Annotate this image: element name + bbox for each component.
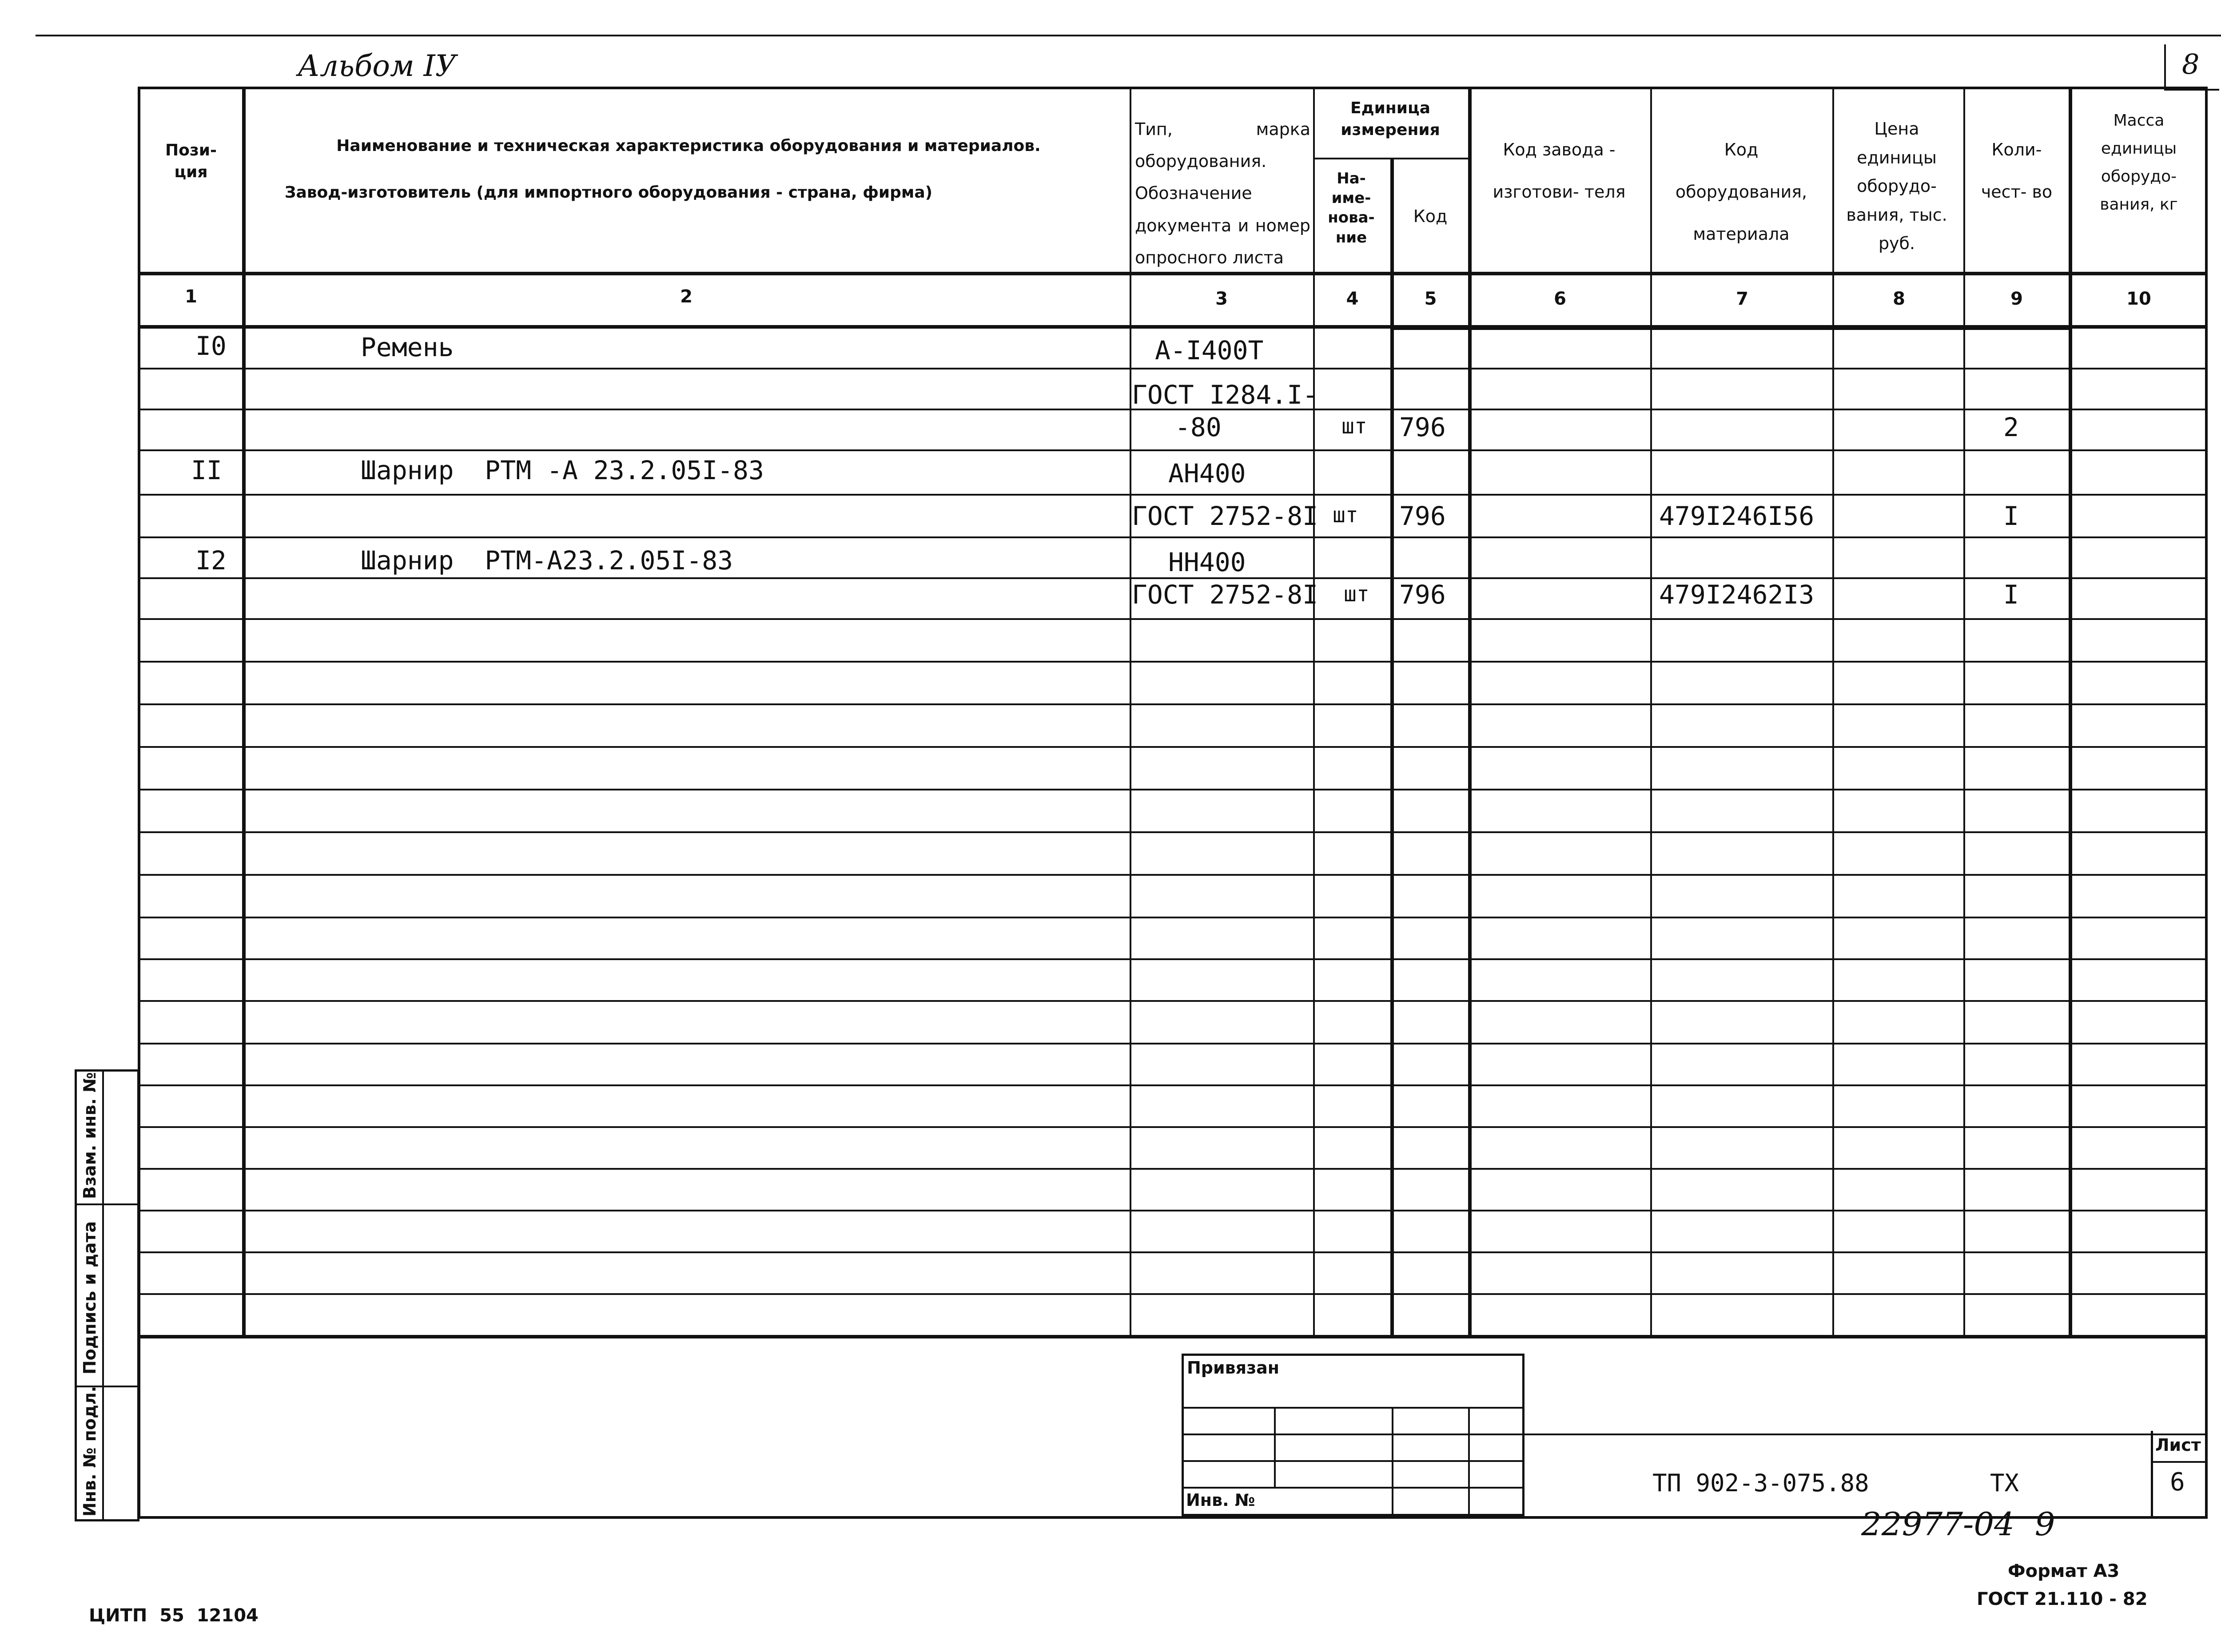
table-row-line xyxy=(138,1084,2208,1086)
side-stamp-divider xyxy=(102,1069,104,1521)
body-box-top xyxy=(1390,326,2072,330)
privyazan-label: Привязан xyxy=(1187,1358,1280,1378)
row5-code: 796 xyxy=(1399,501,1446,531)
row1-pos: I0 xyxy=(195,331,227,361)
privyazan-line-3 xyxy=(1182,1460,1524,1462)
row1-type: А-I400Т xyxy=(1155,335,1264,365)
colnum-6: 6 xyxy=(1554,289,1566,309)
header-col2-line1: Наименование и техническая характеристика оборудования и материалов. xyxy=(336,137,1041,155)
row5-type: ГОСТ 2752-8I xyxy=(1132,501,1318,531)
unit-group-line xyxy=(1313,158,1468,159)
privyazan-line-1 xyxy=(1182,1407,1524,1409)
col-line-9 xyxy=(2069,87,2072,1337)
side-stamp-inv: Инв. № подл. xyxy=(80,1386,100,1517)
table-row-line xyxy=(138,1126,2208,1128)
header-col10: Масса единицы оборудо- вания, кг xyxy=(2100,111,2178,214)
header-col7: Код оборудования, материала xyxy=(1675,140,1807,244)
col-line-2 xyxy=(1130,87,1131,1337)
format-label: Формат А3 xyxy=(2008,1561,2120,1581)
header-col8: Цена единицы оборудо- вания, тыс. руб. xyxy=(1846,119,1947,254)
header-col6: Код завода - изготови- теля xyxy=(1493,140,1626,202)
row3-code: 796 xyxy=(1399,412,1446,442)
colnum-4: 4 xyxy=(1346,289,1359,309)
row2-type: ГОСТ I284.I- xyxy=(1132,380,1318,410)
colnum-5: 5 xyxy=(1424,289,1437,309)
side-stamp-podpis: Подпись и дата xyxy=(80,1221,100,1374)
col-line-8 xyxy=(1963,87,1965,1337)
colnum-1: 1 xyxy=(185,286,197,307)
table-row-line xyxy=(138,1251,2208,1253)
table-row-line xyxy=(138,917,2208,918)
table-row-line xyxy=(138,536,2208,538)
album-label: Альбом IУ xyxy=(298,49,457,83)
table-row-line xyxy=(138,1168,2208,1170)
printer-label: ЦИТП 55 12104 xyxy=(89,1605,259,1626)
header-col45-group: Единица измерения xyxy=(1341,99,1440,139)
doc-code: ТП 902-3-075.88 xyxy=(1652,1469,1869,1497)
table-row-line xyxy=(138,703,2208,705)
table-row-line xyxy=(138,661,2208,663)
table-body-bottom xyxy=(138,1335,2208,1338)
table-row-line xyxy=(138,1000,2208,1002)
col-line-5 xyxy=(1468,87,1472,1337)
row6-type: НН400 xyxy=(1168,547,1246,577)
table-row-line xyxy=(138,577,2208,579)
titleblock-top-line xyxy=(1524,1434,2208,1435)
row7-qty: I xyxy=(2003,580,2019,610)
row6-pos: I2 xyxy=(195,545,227,576)
col-line-6 xyxy=(1650,87,1652,1337)
table-row-line xyxy=(138,831,2208,833)
page-number-top: 8 xyxy=(2182,48,2200,80)
gost-label: ГОСТ 21.110 - 82 xyxy=(1977,1589,2148,1609)
row5-unit: шт xyxy=(1333,503,1358,528)
privyazan-vline-3 xyxy=(1468,1407,1470,1516)
col-line-1 xyxy=(242,87,246,1337)
header-col1: Пози- ция xyxy=(165,141,217,181)
side-stamp-line-1 xyxy=(75,1203,139,1205)
row6-name: Шарнир РТМ-А23.2.05I-83 xyxy=(361,545,733,576)
sheet-box-divider xyxy=(2151,1461,2208,1463)
handwritten-number: 22977-04 9 xyxy=(1861,1505,2055,1543)
header-col9: Коли- чест- во xyxy=(1981,140,2053,202)
outer-frame-top xyxy=(36,35,2221,36)
table-row-line xyxy=(138,368,2208,369)
header-col3: Тип, марка оборудования. Обозначение документа и номер опросного листа xyxy=(1135,119,1310,267)
header-col2-line2: Завод-изготовитель (для импортного оборудования - страна, фирма) xyxy=(284,183,933,202)
colnum-9: 9 xyxy=(2010,289,2023,309)
row1-name: Ремень xyxy=(361,332,454,362)
row3-qty: 2 xyxy=(2003,412,2019,442)
privyazan-vline-2 xyxy=(1392,1407,1393,1516)
doc-type: ТХ xyxy=(1990,1469,2019,1497)
row4-pos: II xyxy=(191,455,222,485)
colnum-10: 10 xyxy=(2126,289,2151,309)
table-row-line xyxy=(138,1043,2208,1044)
table-row-line xyxy=(138,1210,2208,1211)
header-col4: На- име- нова- ние xyxy=(1328,170,1375,246)
header-col5: Код xyxy=(1413,206,1448,226)
row4-name: Шарнир РТМ -А 23.2.05I-83 xyxy=(361,455,764,485)
colnum-8: 8 xyxy=(1893,289,1905,309)
col-line-3 xyxy=(1313,87,1315,1337)
inv-no-label: Инв. № xyxy=(1186,1490,1255,1510)
row7-code-equip: 479I2462I3 xyxy=(1659,580,1815,610)
colnum-2: 2 xyxy=(680,286,693,307)
row4-type: АН400 xyxy=(1168,458,1246,488)
row3-unit: шт xyxy=(1341,414,1367,439)
side-stamp-vzam: Взам. инв. № xyxy=(80,1072,100,1199)
row5-code-equip: 479I246I56 xyxy=(1659,501,1815,531)
col-line-7 xyxy=(1832,87,1834,1337)
privyazan-line-4 xyxy=(1182,1487,1524,1489)
sheet-label: Лист xyxy=(2155,1435,2201,1455)
colnum-3: 3 xyxy=(1215,289,1228,309)
table-row-line xyxy=(138,958,2208,960)
row3-type: -80 xyxy=(1175,412,1222,442)
table-row-line xyxy=(138,494,2208,496)
table-row-line xyxy=(138,874,2208,876)
row5-qty: I xyxy=(2003,501,2019,531)
privyazan-line-2 xyxy=(1182,1434,1524,1435)
row7-code: 796 xyxy=(1399,580,1446,610)
row7-unit: шт xyxy=(1344,582,1369,607)
table-row-line xyxy=(138,1293,2208,1295)
table-row-line xyxy=(138,449,2208,451)
table-row-line xyxy=(138,746,2208,748)
sheet-number: 6 xyxy=(2170,1468,2185,1497)
colnum-7: 7 xyxy=(1736,289,1748,309)
table-row-line xyxy=(138,618,2208,620)
row7-type: ГОСТ 2752-8I xyxy=(1132,580,1318,610)
privyazan-vline-1 xyxy=(1274,1407,1276,1487)
table-row-line xyxy=(138,789,2208,790)
